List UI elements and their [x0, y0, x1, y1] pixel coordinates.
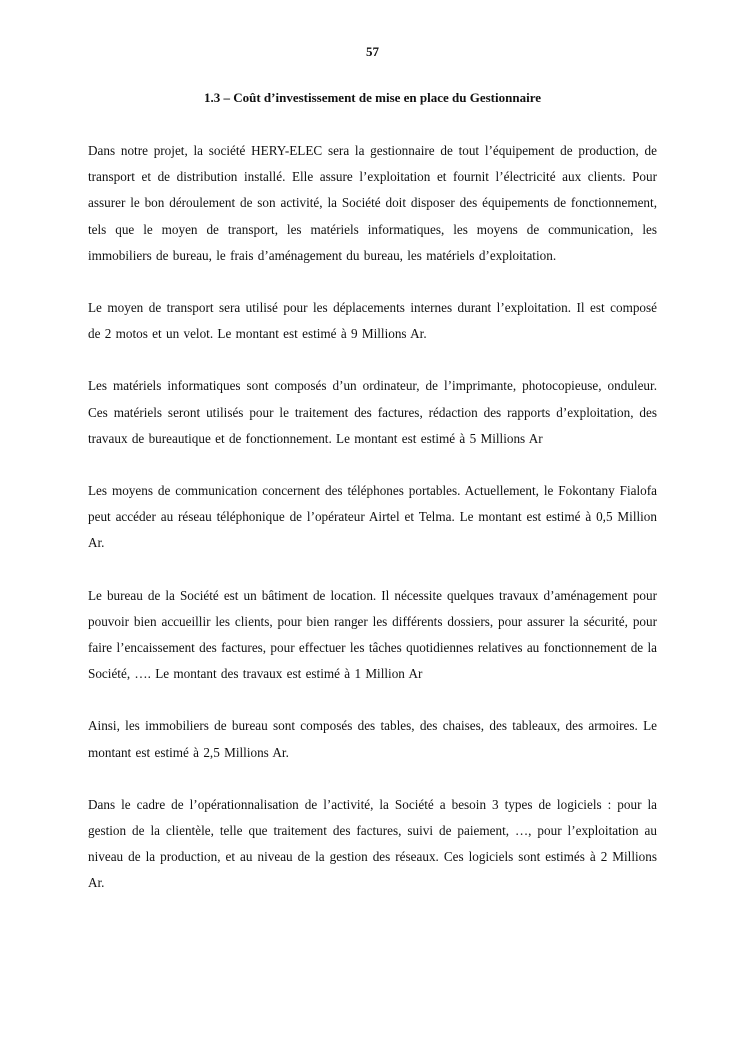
paragraph-logiciels: Dans le cadre de l’opérationnalisation de l’activité, la Société a besoin 3 types de logiciels : pour la gestion de la clientèle, telle que traitement des factures, suivi de paiement, …, pour l’exploitation au niveau de la production, et au niveau de la gestion des réseaux. Ces logiciels sont estimés à 2 Millions Ar.: [88, 796, 657, 891]
paragraph-informatique: Les matériels informatiques sont composés d’un ordinateur, de l’imprimante, photocopieuse, onduleur. Ces matériels seront utilisés pour le traitement des factures, rédaction des rapports d’exploitation, des travaux de bureautique et de fonctionnement. Le montant est estimé à 5 Millions Ar: [88, 378, 657, 446]
paragraph-transport: Le moyen de transport sera utilisé pour les déplacements internes durant l’exploitation. Il est composé de 2 motos et un velot. Le montant est estimé à 9 Millions Ar.: [88, 300, 657, 342]
paragraph-intro: Dans notre projet, la société HERY-ELEC sera la gestionnaire de tout l’équipement de production, de transport et de distribution installé. Elle assure l’exploitation et fournit l’électricité aux clients. Pour assurer le bon déroulement de son activité, la Société doit disposer des équipements de fonctionnement, tels que le moyen de transport, les matériels informatiques, les moyens de communication, les immobiliers de bureau, le frais d’aménagement du bureau, les matériels d’exploitation.: [88, 143, 657, 263]
paragraph-communication: Les moyens de communication concernent des téléphones portables. Actuellement, le Fokontany Fialofa peut accéder au réseau téléphonique de l’opérateur Airtel et Telma. Le montant est estimé à 0,5 Million Ar.: [88, 483, 657, 551]
paragraph-immobiliers: Ainsi, les immobiliers de bureau sont composés des tables, des chaises, des tableaux, des armoires. Le montant est estimé à 2,5 Millions Ar.: [88, 718, 657, 760]
document-body: [88, 138, 657, 923]
section-heading: 1.3 – Coût d’investissement de mise en place du Gestionnaire: [203, 90, 542, 105]
page-number: 57: [366, 44, 379, 59]
paragraph-bureau: Le bureau de la Société est un bâtiment de location. Il nécessite quelques travaux d’aménagement pour pouvoir bien accueillir les clients, pour bien ranger les différents dossiers, pour assurer la sécurité, pour faire l’encaissement des factures, pour effectuer les tâches quotidiennes relatives au fonctionnement de la Société, …. Le montant des travaux est estimé à 1 Million Ar: [88, 587, 657, 682]
